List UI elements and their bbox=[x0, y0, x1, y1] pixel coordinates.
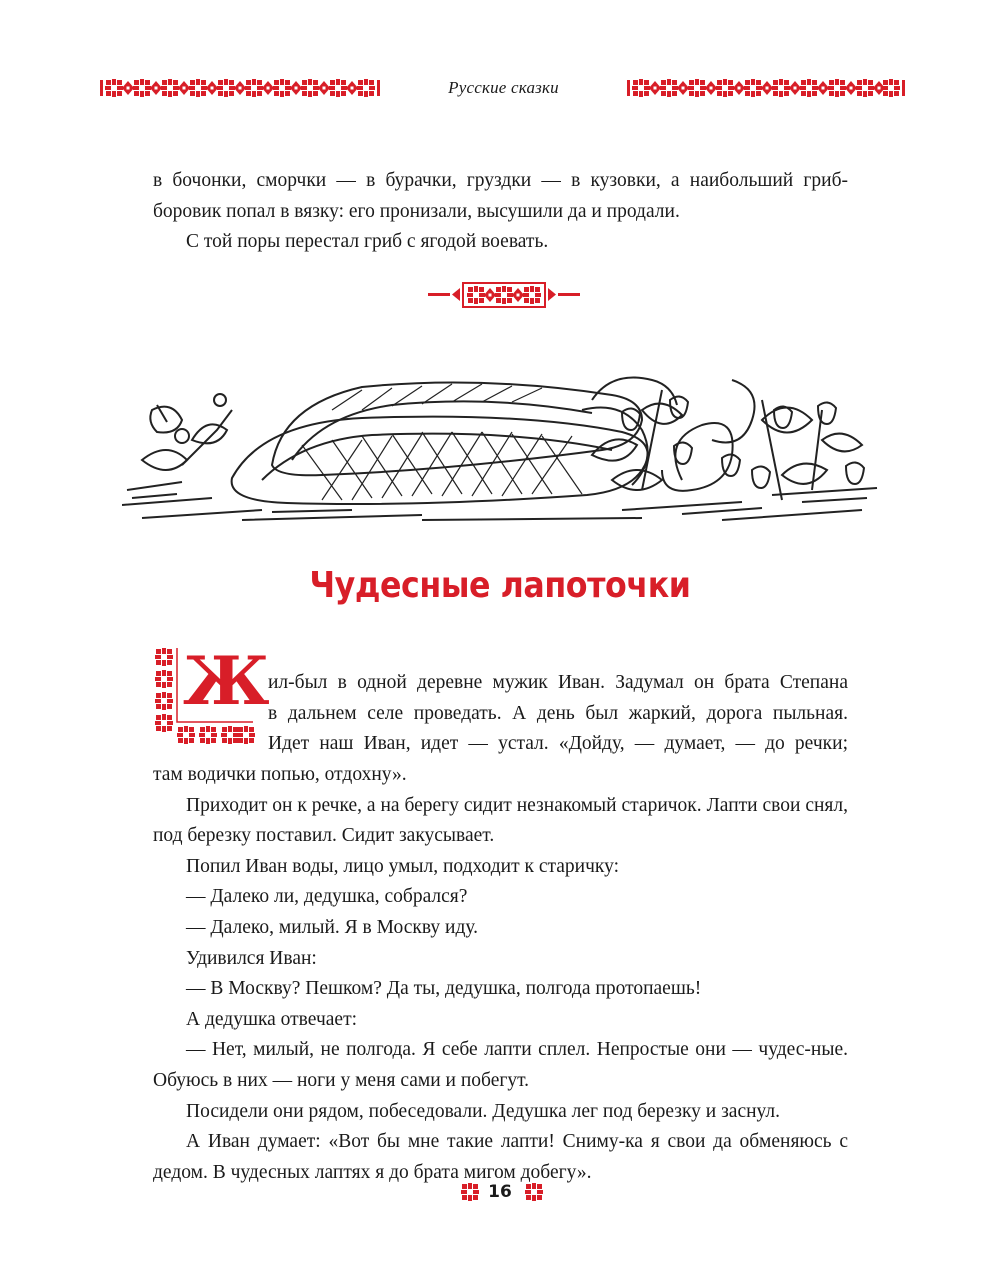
embroidery-band-icon bbox=[100, 76, 380, 100]
text-line: в бочонки, сморчки — в бурачки, груздки — в кузовки, а наибольший гриб- bbox=[153, 170, 848, 191]
running-head: Русские сказки bbox=[448, 78, 559, 97]
text-line: ил-был в одной деревне мужик Иван. Задумал он брата Степана bbox=[268, 672, 848, 693]
text-line: там водички попью, отдохну». bbox=[153, 764, 407, 785]
paragraph: Посидели они рядом, побеседовали. Дедушка лег под березку и заснул. bbox=[186, 1100, 781, 1122]
ornament-divider-icon bbox=[428, 278, 580, 312]
paragraph: — Далеко ли, дедушка, собрался? bbox=[186, 886, 468, 908]
paragraph: С той поры перестал гриб с ягодой воевать. bbox=[186, 231, 549, 253]
previous-story-ending bbox=[153, 166, 848, 258]
page-number: 16 bbox=[488, 1182, 512, 1202]
story-body bbox=[153, 760, 848, 1188]
paragraph: Приходит он к речке, а на берегу сидит незнакомый старичок. Лапти свои снял, под березку поставил. Сидит закусывает. bbox=[153, 794, 848, 847]
initial-letter: Ж bbox=[183, 642, 270, 720]
text-line: Идет наш Иван, идет — устал. «Дойду, — думает, — до речки; bbox=[268, 733, 848, 755]
text-line: в дальнем селе проведать. А день был жаркий, дорога пыльная. bbox=[268, 702, 848, 724]
paragraph: — Далеко, милый. Я в Москву иду. bbox=[186, 916, 479, 938]
paragraph: — Нет, милый, не полгода. Я себе лапти сплел. Непростые они — чудес-ные. Обуюсь в них — ноги у меня сами и побегут. bbox=[153, 1039, 848, 1091]
embroidery-band-icon bbox=[627, 76, 905, 100]
embroidery-flower-icon bbox=[522, 1180, 546, 1204]
story-title: Чудесные лапоточки bbox=[309, 565, 691, 606]
text-line: боровик попал в вязку: его пронизали, высушили да и продали. bbox=[153, 200, 680, 222]
page-footer bbox=[0, 1180, 1000, 1204]
paragraph: — В Москву? Пешком? Да ты, дедушка, полгода протопаешь! bbox=[186, 978, 702, 1000]
drop-cap bbox=[153, 642, 270, 746]
paragraph: А Иван думает: «Вот бы мне такие лапти! Сниму-ка я свои да обменяюсь с дедом. В чудесных лаптях я до брата мигом добегу». bbox=[153, 1131, 848, 1183]
drop-cap-lines bbox=[268, 668, 848, 760]
bast-shoes-strawberries-illustration bbox=[122, 370, 882, 530]
page-header bbox=[100, 72, 905, 106]
paragraph: Удивился Иван: bbox=[186, 947, 317, 969]
paragraph: Попил Иван воды, лицо умыл, подходит к старичку: bbox=[186, 855, 619, 877]
paragraph: А дедушка отвечает: bbox=[186, 1008, 358, 1030]
